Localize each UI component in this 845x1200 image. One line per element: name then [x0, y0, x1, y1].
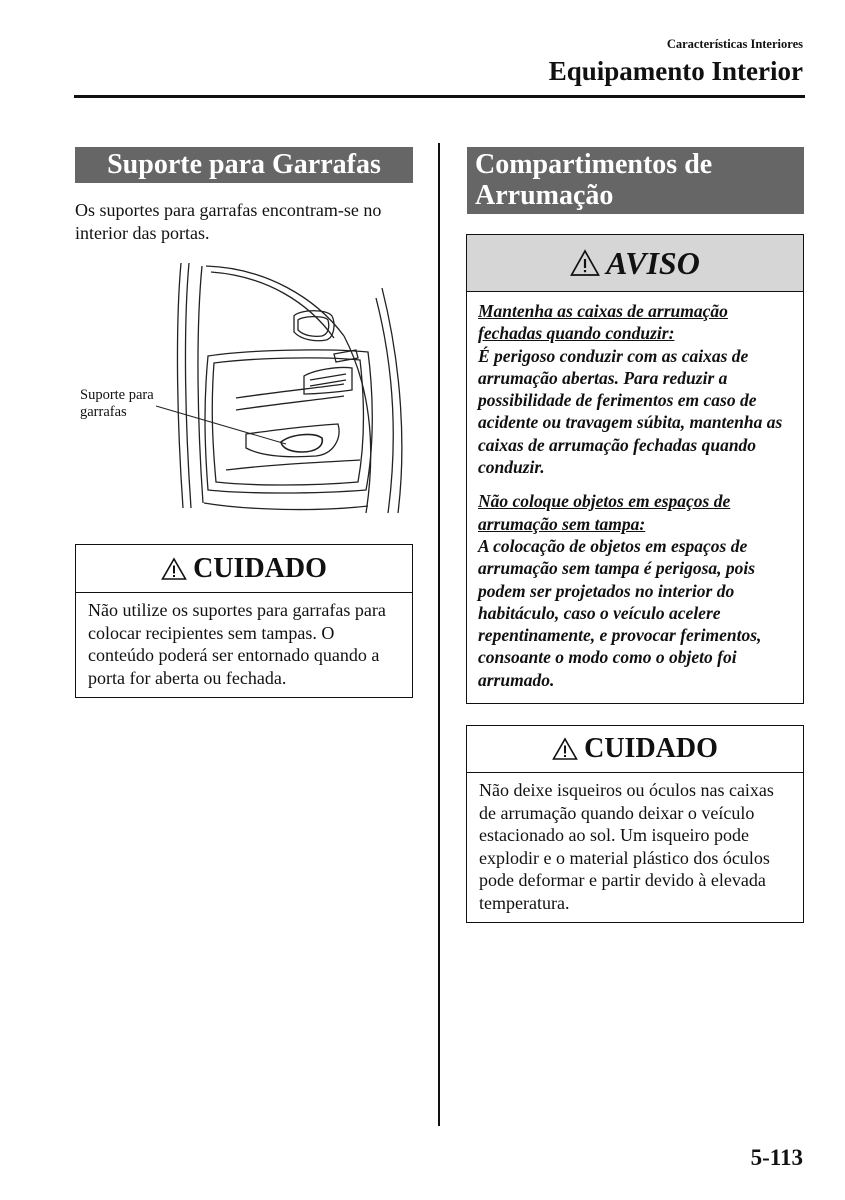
section-title-storage [467, 147, 804, 214]
storage-title-line-1: Compartimentos de [475, 149, 713, 180]
caution-text: Não deixe isqueiros ou óculos nas caixas de arrumação quando deixar o veículo estacionado ao sol. Um isqueiro pode explodir e o material plástico dos óculos pode deformar e partir devido à elevada temperatura. [479, 780, 774, 913]
warning-triangle-icon [570, 249, 600, 277]
warning-item-1-title: Mantenha as caixas de arrumação fechadas quando conduzir: [478, 301, 728, 344]
header-rule [74, 95, 805, 98]
warning-item-1 [478, 300, 793, 478]
warning-item-2 [478, 490, 793, 691]
warning-item-1-text: É perigoso conduzir com as caixas de arrumação abertas. Para reduzir a possibilidade de ferimentos em caso de acidente ou travagem súbita, mantenha as caixas de arrumação fechadas quando conduzir. [478, 345, 783, 478]
warning-heading [467, 235, 803, 292]
warning-body [467, 292, 803, 691]
caution-text: Não utilize os suportes para garrafas para colocar recipientes sem tampas. O conteúdo poderá ser entornado quando a porta for aberta ou fechada. [88, 600, 386, 688]
warning-item-2-text: A colocação de objetos em espaços de arrumação sem tampa é perigosa, pois podem ser projetados no interior do habitáculo, caso o veículo acelere repentinamente, e provocar ferimentos, consoante o modo como o objeto foi arrumado. [478, 535, 762, 690]
caution-heading [467, 726, 803, 773]
column-divider [438, 143, 440, 1126]
caution-box-storage [466, 725, 804, 923]
storage-title-line-2: Arrumação [475, 180, 614, 211]
chapter-subtitle: Características Interiores [666, 37, 803, 51]
bottle-holder-callout [80, 387, 154, 421]
warning-item-2-title: Não coloque objetos em espaços de arrumação sem tampa: [478, 491, 731, 534]
caution-heading-text: CUIDADO [193, 552, 327, 584]
callout-line-1: Suporte para [80, 387, 154, 403]
section-title-bottle-holder: Suporte para Garrafas [75, 147, 413, 183]
bottle-holder-intro: Os suportes para garrafas encontram-se no interior das portas. [75, 200, 382, 243]
page-number: 5-113 [750, 1145, 803, 1170]
warning-triangle-icon [161, 557, 187, 581]
callout-line-2: garrafas [80, 404, 127, 420]
caution-heading [76, 545, 412, 593]
caution-box-bottle [75, 544, 413, 698]
warning-triangle-icon [552, 737, 578, 761]
warning-heading-text: AVISO [606, 244, 700, 281]
caution-heading-text: CUIDADO [584, 733, 718, 764]
page-title: Equipamento Interior [548, 56, 803, 86]
warning-box-storage [466, 234, 804, 704]
